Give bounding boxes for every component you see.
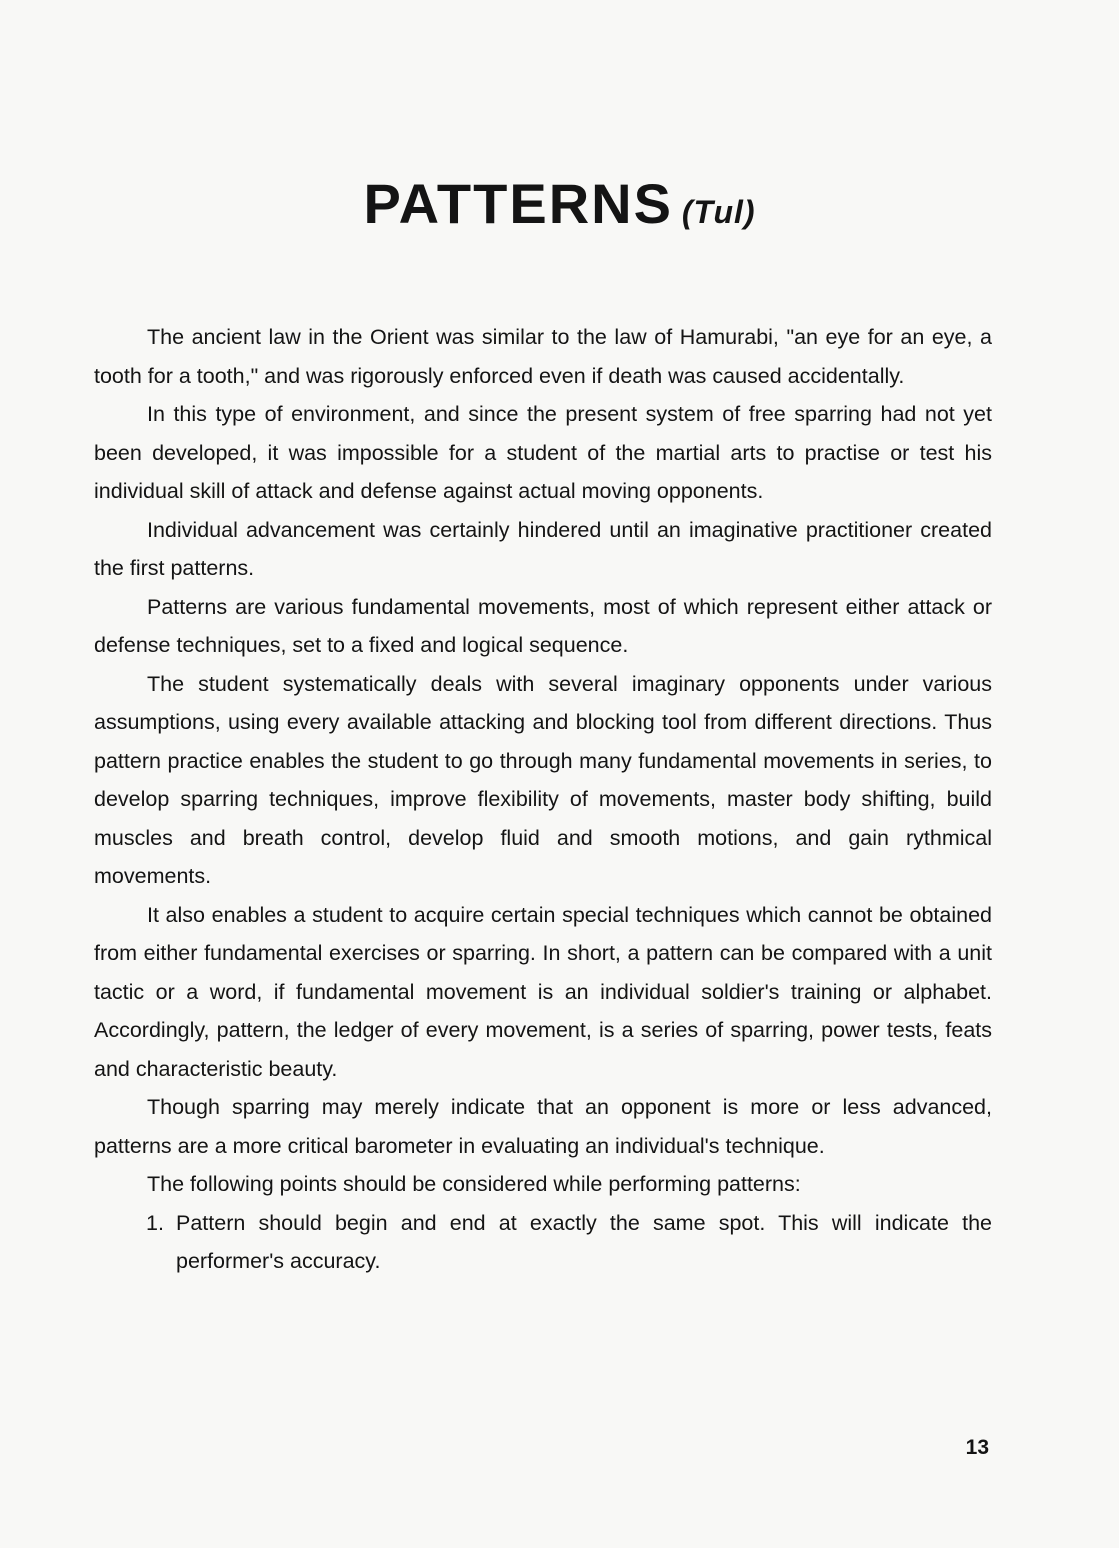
page-number: 13 (965, 1436, 989, 1459)
title-subtitle: (Tul) (681, 194, 756, 230)
body-text (94, 318, 992, 1281)
paragraph-1: The ancient law in the Orient was similar to the law of Hamurabi, "an eye for an eye, a tooth for a tooth," and was rigorously enforced even if death was caused accidentally. (94, 325, 992, 388)
page-title (0, 172, 1119, 235)
list-item-number: 1. (146, 1210, 164, 1235)
paragraph-3: Individual advancement was certainly hindered until an imaginative practitioner created the first patterns. (94, 517, 992, 580)
paragraph-5: The student systematically deals with several imaginary opponents under various assumptions, using every available attacking and blocking tool from different directions. Thus pattern practice enables the student to go through many fundamental movements in series, to develop sparring techniques, improve flexibility of movements, master body shifting, build muscles and breath control, develop fluid and smooth motions, and gain rythmical movements. (94, 671, 992, 888)
paragraph-4: Patterns are various fundamental movements, most of which represent either attack or defense techniques, set to a fixed and logical sequence. (94, 594, 992, 657)
points-list (94, 1204, 992, 1281)
paragraph-6: It also enables a student to acquire certain special techniques which cannot be obtained from either fundamental exercises or sparring. In short, a pattern can be compared with a unit tactic or a word, if fundamental movement is an individual soldier's training or alphabet. Accordingly, pattern, the ledger of every movement, is a series of sparring, power tests, feats and characteristic beauty. (94, 902, 992, 1081)
paragraph-7: Though sparring may merely indicate that an opponent is more or less advanced, patterns are a more critical barometer in evaluating an individual's technique. (94, 1095, 992, 1158)
paragraph-2: In this type of environment, and since the present system of free sparring had not yet been developed, it was impossible for a student of the martial arts to practise or test his individual skill of attack and defense against actual moving opponents. (94, 402, 992, 503)
list-item-text: Pattern should begin and end at exactly the same spot. This will indicate the performer's accuracy. (176, 1210, 992, 1273)
points-intro: The following points should be considered while performing patterns: (147, 1172, 801, 1196)
title-main: PATTERNS (363, 172, 673, 235)
list-item (94, 1204, 992, 1281)
